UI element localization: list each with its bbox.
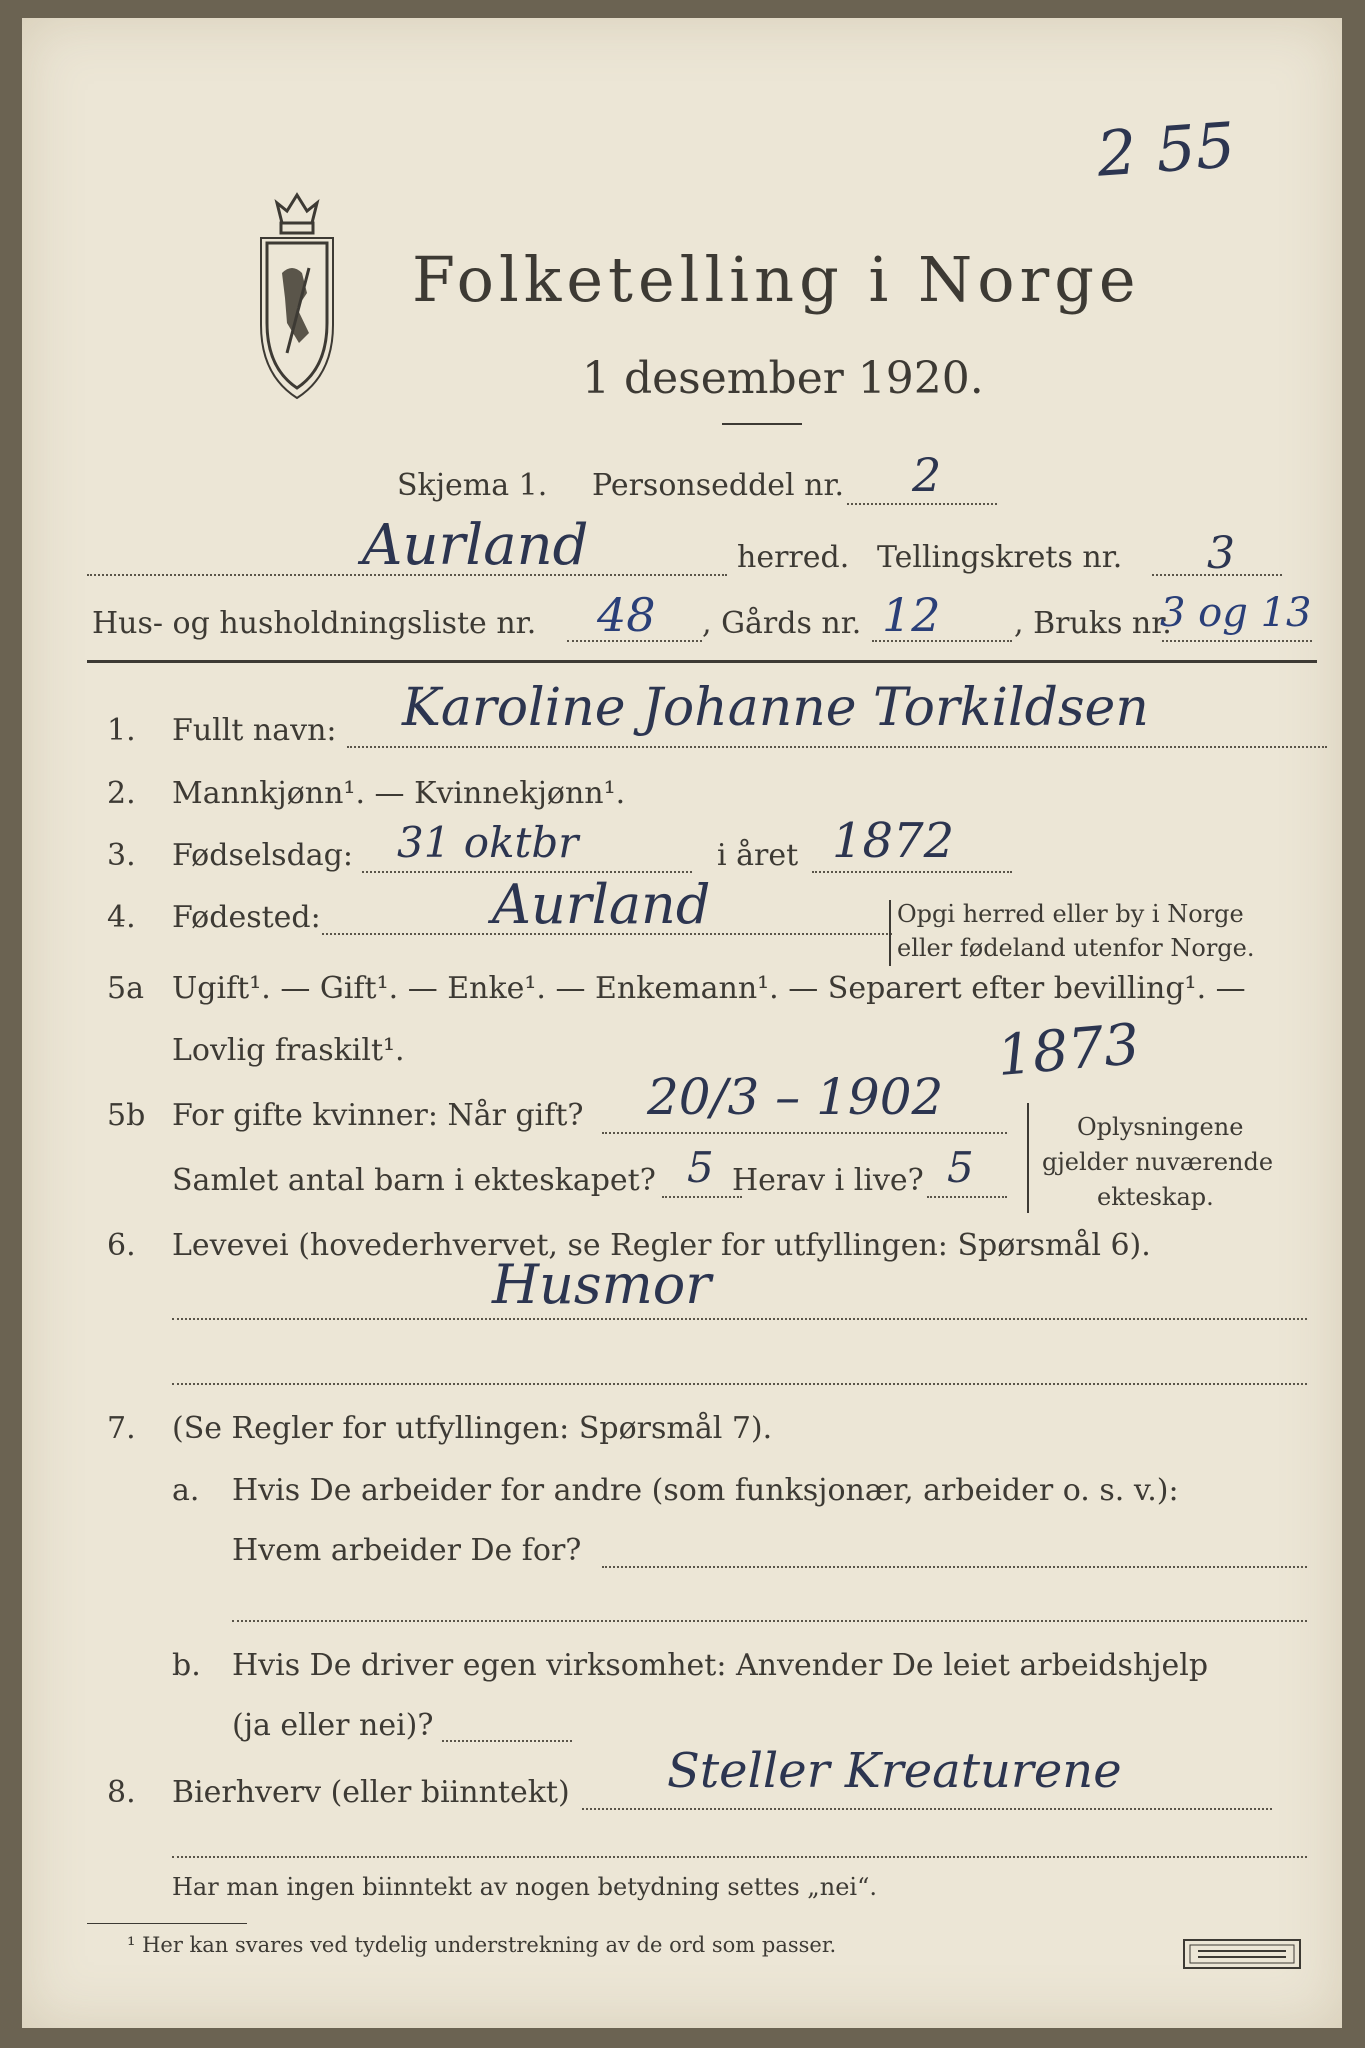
q4-number: 4. xyxy=(107,900,136,935)
q2-number: 2. xyxy=(107,776,136,811)
bruks-line xyxy=(1162,640,1312,642)
tellingskrets-label: Tellingskrets nr. xyxy=(877,540,1123,575)
herred-value: Aurland xyxy=(362,513,589,578)
q5b-alive-value: 5 xyxy=(947,1143,974,1192)
q7b-line xyxy=(442,1740,572,1742)
q7b-number: b. xyxy=(172,1648,201,1683)
q1-label: Fullt navn: xyxy=(172,713,337,748)
q6-label: Levevei (hovederhvervet, se Regler for utfyllingen: Spørsmål 6). xyxy=(172,1228,1151,1263)
q4-note-line2: eller fødeland utenfor Norge. xyxy=(897,934,1255,962)
bruks-label: , Bruks nr. xyxy=(1014,606,1172,641)
page-mark: 2 55 xyxy=(1094,108,1238,191)
tellingskrets-value: 3 xyxy=(1207,528,1235,579)
bruks-value: 3 og 13 xyxy=(1160,590,1312,636)
q5a-margin-note: 1873 xyxy=(994,1011,1143,1090)
gards-label: , Gårds nr. xyxy=(702,606,862,641)
q6-value: Husmor xyxy=(492,1253,712,1316)
gards-value: 12 xyxy=(882,588,941,642)
q1-line xyxy=(347,746,1327,748)
footnote-rule xyxy=(87,1923,247,1924)
q5b-label: For gifte kvinner: Når gift? xyxy=(172,1098,584,1133)
q3-value: 31 oktbr xyxy=(397,818,579,867)
q7a-label: Hvis De arbeider for andre (som funksjonær, arbeider o. s. v.): xyxy=(232,1473,1179,1508)
personseddel-value: 2 xyxy=(912,448,942,502)
q6-number: 6. xyxy=(107,1228,136,1263)
q4-note-brace xyxy=(889,900,891,966)
q8-label: Bierhverv (eller biinntekt) xyxy=(172,1775,570,1810)
q3-year-line xyxy=(812,871,1012,873)
page-title: Folketelling i Norge xyxy=(412,243,1141,316)
q5a-label: Ugift¹. — Gift¹. — Enke¹. — Enkemann¹. — Separert efter bevilling¹. — xyxy=(172,971,1246,1006)
q7a-label-line2: Hvem arbeider De for? xyxy=(232,1533,582,1568)
q1-number: 1. xyxy=(107,713,136,748)
herred-label: herred. xyxy=(737,540,850,575)
q3-number: 3. xyxy=(107,838,136,873)
q4-value: Aurland xyxy=(492,873,711,936)
q5b-alive-label: Herav i live? xyxy=(732,1163,924,1198)
q5b-note-line1: Oplysningene xyxy=(1077,1113,1244,1141)
q5b-children-line xyxy=(662,1196,742,1198)
q7a-number: a. xyxy=(172,1473,200,1508)
q3-year-value: 1872 xyxy=(832,813,955,869)
personseddel-label: Personseddel nr. xyxy=(592,468,845,503)
hus-value: 48 xyxy=(597,588,656,642)
header-divider xyxy=(87,660,1317,663)
q3-year-label: i året xyxy=(717,838,799,873)
footnote: ¹ Her kan svares ved tydelig understrekning av de ord som passer. xyxy=(127,1933,837,1957)
q5a-number: 5a xyxy=(107,971,144,1006)
q5b-children-label: Samlet antal barn i ekteskapet? xyxy=(172,1163,656,1198)
q6-line2 xyxy=(172,1383,1307,1385)
q6-line1 xyxy=(172,1318,1307,1320)
q7-label: (Se Regler for utfyllingen: Spørsmål 7). xyxy=(172,1411,773,1446)
personseddel-line xyxy=(847,503,997,505)
q8-line2 xyxy=(172,1856,1307,1858)
title-divider xyxy=(722,423,802,425)
q7a-line1 xyxy=(602,1566,1307,1568)
q3-label: Fødselsdag: xyxy=(172,838,353,873)
q5a-label-line2: Lovlig fraskilt¹. xyxy=(172,1033,405,1068)
hus-label: Hus- og husholdningsliste nr. xyxy=(92,606,537,641)
q5b-alive-line xyxy=(927,1196,1007,1198)
q1-value: Karoline Johanne Torkildsen xyxy=(402,678,1149,738)
q7b-label-line2: (ja eller nei)? xyxy=(232,1708,434,1743)
q5b-number: 5b xyxy=(107,1098,146,1133)
q5b-value: 20/3 – 1902 xyxy=(647,1068,944,1126)
q8-number: 8. xyxy=(107,1775,136,1810)
printer-stamp-icon xyxy=(1182,1938,1302,1970)
q5b-note-line3: ekteskap. xyxy=(1097,1183,1214,1211)
q5b-children-value: 5 xyxy=(687,1143,714,1192)
skjema-label: Skjema 1. xyxy=(397,468,548,503)
q2-label: Mannkjønn¹. — Kvinnekjønn¹. xyxy=(172,776,626,811)
q5b-note-line2: gjelder nuværende xyxy=(1042,1148,1274,1176)
q7a-line2 xyxy=(232,1620,1307,1622)
q5b-line xyxy=(602,1132,1007,1134)
q4-note-line1: Opgi herred eller by i Norge xyxy=(897,900,1244,928)
footer-note: Har man ingen biinntekt av nogen betydning settes „nei“. xyxy=(172,1873,877,1901)
q8-line xyxy=(582,1808,1272,1810)
q7-number: 7. xyxy=(107,1411,136,1446)
coat-of-arms-icon xyxy=(247,183,347,403)
q8-value: Steller Kreaturene xyxy=(667,1743,1122,1799)
census-date: 1 desember 1920. xyxy=(582,353,984,404)
q7b-label: Hvis De driver egen virksomhet: Anvender De leiet arbeidshjelp xyxy=(232,1648,1209,1683)
census-form-sheet xyxy=(22,18,1342,2028)
q5b-note-brace xyxy=(1027,1103,1029,1213)
q4-label: Fødested: xyxy=(172,900,321,935)
